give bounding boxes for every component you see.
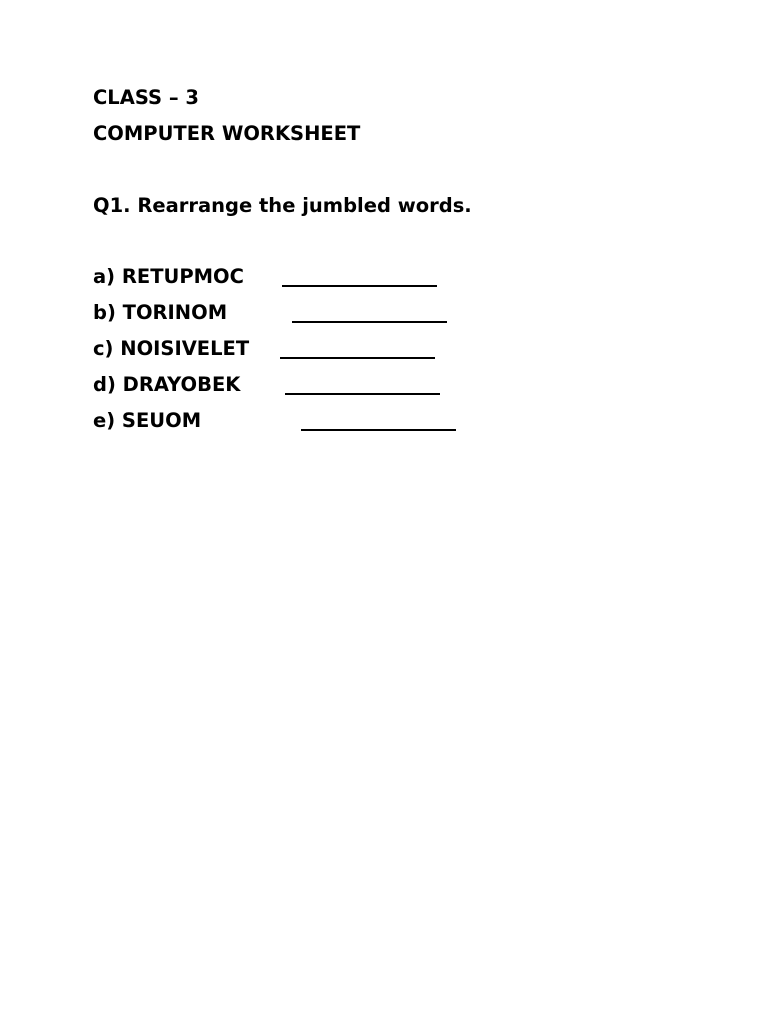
worksheet-title: COMPUTER WORKSHEET bbox=[93, 122, 361, 145]
jumbled-word-b: b) TORINOM bbox=[93, 301, 228, 324]
jumbled-word-e: e) SEUOM bbox=[93, 409, 202, 432]
answer-blank-d[interactable] bbox=[285, 393, 440, 395]
answer-blank-e[interactable] bbox=[301, 429, 456, 431]
jumbled-word-d: d) DRAYOBEK bbox=[93, 373, 241, 396]
jumbled-word-c: c) NOISIVELET bbox=[93, 337, 250, 360]
class-label: CLASS – 3 bbox=[93, 86, 199, 109]
jumbled-word-a: a) RETUPMOC bbox=[93, 265, 244, 288]
answer-blank-a[interactable] bbox=[282, 285, 437, 287]
question-1: Q1. Rearrange the jumbled words. bbox=[93, 194, 472, 217]
answer-blank-c[interactable] bbox=[280, 357, 435, 359]
answer-blank-b[interactable] bbox=[292, 321, 447, 323]
